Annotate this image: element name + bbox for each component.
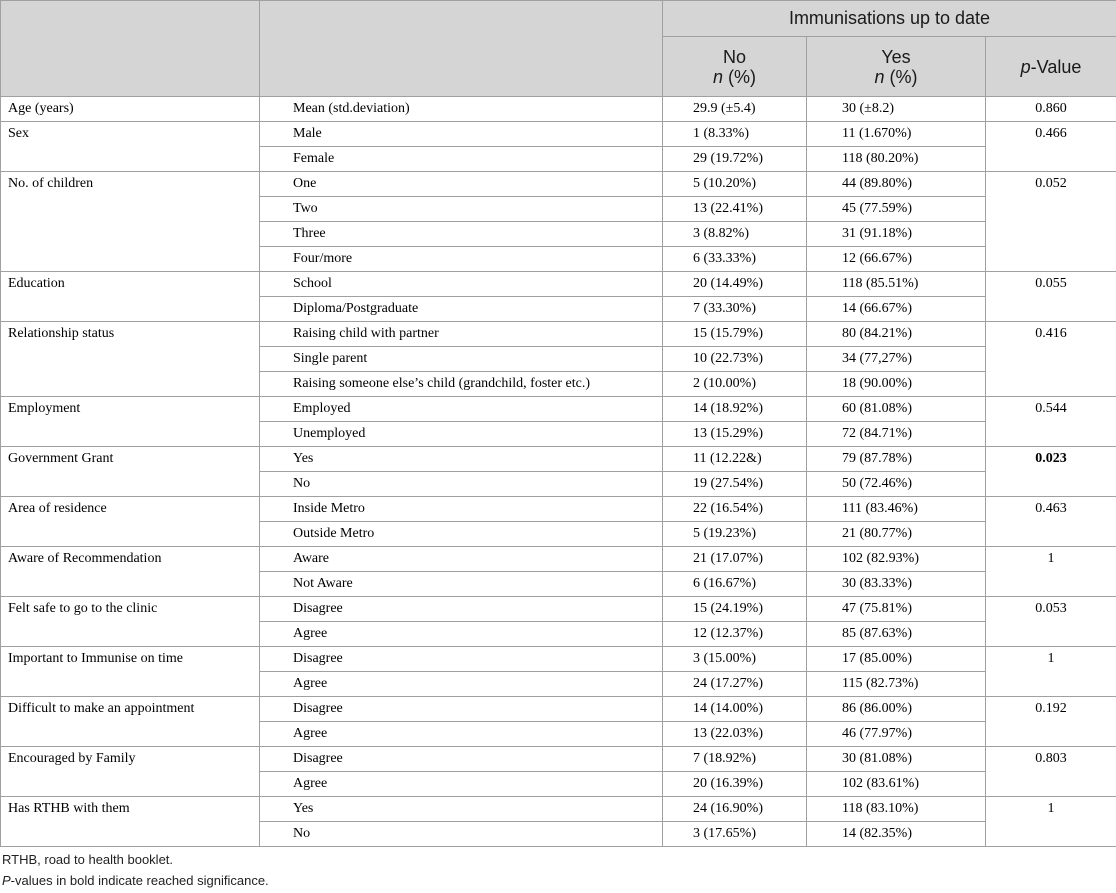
no-value-cell: 13 (15.29%) [663,422,807,447]
pvalue-cell: 0.466 [986,122,1116,172]
category-cell: Disagree [260,697,663,722]
yes-value-cell: 12 (66.67%) [807,247,986,272]
table-body [1,97,1116,847]
yes-value-cell: 80 (84.21%) [807,322,986,347]
category-cell: Raising someone else’s child (grandchild, foster etc.) [260,372,663,397]
pvalue-cell: 0.053 [986,597,1116,647]
category-cell: Yes [260,447,663,472]
yes-value-cell: 11 (1.670%) [807,122,986,147]
no-value-cell: 29.9 (±5.4) [663,97,807,122]
yes-value-cell: 111 (83.46%) [807,497,986,522]
pvalue-cell: 0.192 [986,697,1116,747]
yes-value-cell: 18 (90.00%) [807,372,986,397]
category-cell: Employed [260,397,663,422]
no-value-cell: 24 (16.90%) [663,797,807,822]
header-pvalue-rest: -Value [1030,56,1082,77]
table-row [1,697,1116,722]
category-cell: Agree [260,722,663,747]
variable-cell: Government Grant [1,447,260,497]
pvalue-cell: 0.463 [986,497,1116,547]
no-value-cell: 10 (22.73%) [663,347,807,372]
variable-cell: Aware of Recommendation [1,547,260,597]
category-cell: Aware [260,547,663,572]
category-cell: Two [260,197,663,222]
table-row [1,97,1116,122]
no-value-cell: 20 (16.39%) [663,772,807,797]
pvalue-cell: 0.803 [986,747,1116,797]
no-value-cell: 14 (18.92%) [663,397,807,422]
yes-value-cell: 14 (82.35%) [807,822,986,847]
no-value-cell: 6 (16.67%) [663,572,807,597]
header-pvalue [986,37,1116,97]
yes-value-cell: 34 (77,27%) [807,347,986,372]
yes-value-cell: 102 (82.93%) [807,547,986,572]
footnote-rest: -values in bold indicate reached significance. [10,873,269,888]
table-row [1,322,1116,347]
table-row [1,647,1116,672]
no-value-cell: 3 (8.82%) [663,222,807,247]
header-no-n: n [712,66,723,87]
category-cell: Diploma/Postgraduate [260,297,663,322]
no-value-cell: 20 (14.49%) [663,272,807,297]
header-yes-n: n [874,66,885,87]
no-value-cell: 15 (15.79%) [663,322,807,347]
no-value-cell: 5 (19.23%) [663,522,807,547]
yes-value-cell: 30 (83.33%) [807,572,986,597]
table-row [1,497,1116,522]
no-value-cell: 19 (27.54%) [663,472,807,497]
no-value-cell: 12 (12.37%) [663,622,807,647]
pvalue-cell: 1 [986,547,1116,597]
category-cell: Disagree [260,747,663,772]
yes-value-cell: 85 (87.63%) [807,622,986,647]
table-row [1,747,1116,772]
category-cell: Agree [260,622,663,647]
yes-value-cell: 115 (82.73%) [807,672,986,697]
yes-value-cell: 118 (85.51%) [807,272,986,297]
header-yes [807,37,986,97]
no-value-cell: 5 (10.20%) [663,172,807,197]
category-cell: Not Aware [260,572,663,597]
yes-value-cell: 31 (91.18%) [807,222,986,247]
header-group-label: Immunisations up to date [663,1,1116,37]
pvalue-cell: 0.055 [986,272,1116,322]
no-value-cell: 3 (15.00%) [663,647,807,672]
no-value-cell: 22 (16.54%) [663,497,807,522]
yes-value-cell: 118 (83.10%) [807,797,986,822]
yes-value-cell: 79 (87.78%) [807,447,986,472]
no-value-cell: 3 (17.65%) [663,822,807,847]
yes-value-cell: 44 (89.80%) [807,172,986,197]
yes-value-cell: 14 (66.67%) [807,297,986,322]
category-cell: Inside Metro [260,497,663,522]
no-value-cell: 2 (10.00%) [663,372,807,397]
yes-value-cell: 50 (72.46%) [807,472,986,497]
variable-cell: Difficult to make an appointment [1,697,260,747]
header-no [663,37,807,97]
header-no-label: No [722,46,746,67]
yes-value-cell: 45 (77.59%) [807,197,986,222]
category-cell: Agree [260,772,663,797]
pvalue-cell: 0.544 [986,397,1116,447]
footnote-significance [2,873,269,888]
yes-value-cell: 47 (75.81%) [807,597,986,622]
header-yes-pct: (%) [884,66,918,87]
no-value-cell: 24 (17.27%) [663,672,807,697]
category-cell: Four/more [260,247,663,272]
category-cell: Disagree [260,647,663,672]
category-cell: No [260,472,663,497]
table-header [1,1,1116,97]
variable-cell: Has RTHB with them [1,797,260,847]
table-row [1,597,1116,622]
header-yes-label: Yes [881,46,911,67]
yes-value-cell: 118 (80.20%) [807,147,986,172]
category-cell: Single parent [260,347,663,372]
pvalue-cell: 0.860 [986,97,1116,122]
no-value-cell: 21 (17.07%) [663,547,807,572]
category-cell: Agree [260,672,663,697]
variable-cell: Area of residence [1,497,260,547]
no-value-cell: 7 (18.92%) [663,747,807,772]
variable-cell: Age (years) [1,97,260,122]
table-row [1,172,1116,197]
yes-value-cell: 21 (80.77%) [807,522,986,547]
variable-cell: Felt safe to go to the clinic [1,597,260,647]
no-value-cell: 7 (33.30%) [663,297,807,322]
header-variable-cell [1,1,260,97]
category-cell: Mean (std.deviation) [260,97,663,122]
table-row [1,122,1116,147]
no-value-cell: 11 (12.22&) [663,447,807,472]
header-no-pct: (%) [723,66,756,87]
category-cell: Raising child with partner [260,322,663,347]
no-value-cell: 14 (14.00%) [663,697,807,722]
category-cell: Three [260,222,663,247]
header-pvalue-p: p [1020,56,1031,77]
variable-cell: Employment [1,397,260,447]
no-value-cell: 6 (33.33%) [663,247,807,272]
footnote-p: P [2,873,11,888]
category-cell: Disagree [260,597,663,622]
table-row [1,397,1116,422]
variable-cell: Important to Immunise on time [1,647,260,697]
pvalue-cell: 1 [986,647,1116,697]
variable-cell: Education [1,272,260,322]
yes-value-cell: 72 (84.71%) [807,422,986,447]
yes-value-cell: 17 (85.00%) [807,647,986,672]
variable-cell: No. of children [1,172,260,272]
table-row [1,797,1116,822]
variable-cell: Relationship status [1,322,260,397]
no-value-cell: 29 (19.72%) [663,147,807,172]
pvalue-cell: 0.023 [986,447,1116,497]
no-value-cell: 13 (22.03%) [663,722,807,747]
pvalue-cell: 0.416 [986,322,1116,397]
category-cell: Unemployed [260,422,663,447]
category-cell: One [260,172,663,197]
variable-cell: Sex [1,122,260,172]
no-value-cell: 15 (24.19%) [663,597,807,622]
yes-value-cell: 30 (81.08%) [807,747,986,772]
table-row [1,447,1116,472]
no-value-cell: 1 (8.33%) [663,122,807,147]
no-value-cell: 13 (22.41%) [663,197,807,222]
category-cell: Outside Metro [260,522,663,547]
category-cell: No [260,822,663,847]
pvalue-cell: 1 [986,797,1116,847]
pvalue-cell: 0.052 [986,172,1116,272]
table-row [1,547,1116,572]
table-row [1,272,1116,297]
header-category-cell [260,1,663,97]
footnote-abbreviation: RTHB, road to health booklet. [2,852,174,867]
category-cell: Female [260,147,663,172]
yes-value-cell: 30 (±8.2) [807,97,986,122]
category-cell: Yes [260,797,663,822]
yes-value-cell: 102 (83.61%) [807,772,986,797]
yes-value-cell: 60 (81.08%) [807,397,986,422]
category-cell: School [260,272,663,297]
yes-value-cell: 86 (86.00%) [807,697,986,722]
category-cell: Male [260,122,663,147]
variable-cell: Encouraged by Family [1,747,260,797]
yes-value-cell: 46 (77.97%) [807,722,986,747]
